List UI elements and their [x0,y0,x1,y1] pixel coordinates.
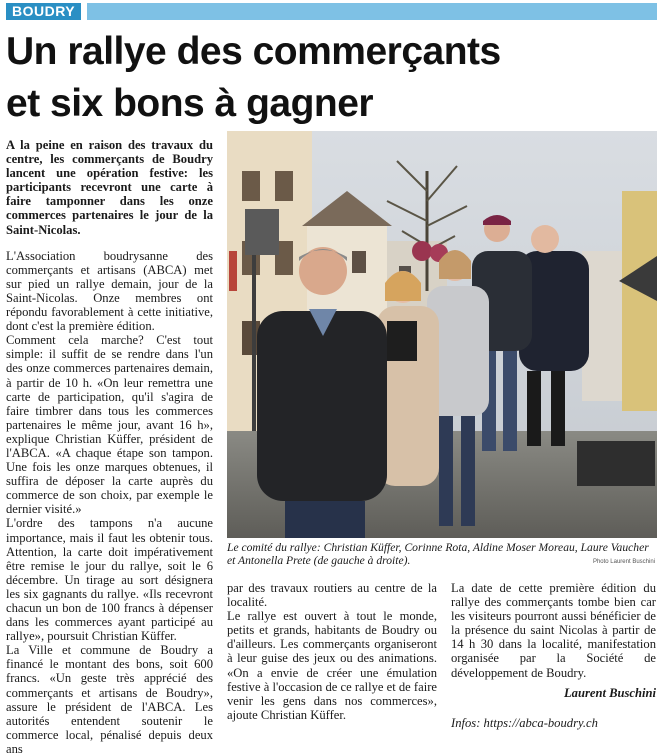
body-paragraph: La Ville et commune de Boudry a financé le montant des bons, soit 600 francs. «Un geste très apprécié des commerçants et artisans de Boudry», assure le président de l'ABCA. Les autorités entendent soutenir le commerce local, pénalisé depuis deux ans [6,643,213,756]
headline-line-2: et six bons à gagner [6,82,374,125]
column-2 [227,581,437,722]
infos-link[interactable]: Infos: https://abca-boudry.ch [451,715,598,730]
headline-line-1: Un rallye des commerçants [6,30,501,73]
column-3 [451,581,656,730]
photo-credit: Photo Laurent Buschini [592,559,655,565]
lead-paragraph: A la peine en raison des travaux du centre, les commerçants de Boudry lancent une opération festive: les participants recevront une carte à faire tamponner dans les onze commerces partenaires le jour de la Saint-Nicolas. [6,138,213,237]
photo-caption: Le comité du rallye: Christian Küffer, Corinne Rota, Aldine Moser Moreau, Laure Vaucher et Antonella Prete (de gauche à droite). [227,541,649,568]
body-paragraph: L'ordre des tampons n'a aucune importance, mais il faut les obtenir tous. Attention, la carte doit impérativement être remise le jour du rallye, soit le 6 décembre. Un tirage au sort désignera les six gagnants du rallye. «Ils recevront chacun un bon de 100 francs à dépenser dans les commerces ayant participé au rallye», poursuit Christian Küffer. [6,516,213,644]
headline [6,26,651,130]
author-byline: Laurent Buschini [563,685,656,700]
section-label: BOUDRY [6,3,81,20]
column-1 [6,138,213,756]
body-paragraph: L'Association boudrysanne des commerçants et artisans (ABCA) met sur pied un rallye demain, jour de la Saint-Nicolas. Onze membres ont répondu favorablement à cette initiative, dont c'est la première édition. [6,248,213,334]
body-paragraph: La date de cette première édition du rallye des commerçants tombe bien car les visiteurs pourront aussi bénéficier de la présence du saint Nicolas à partir de 14 h 30 dans la localité, manifestation organisée par la Société de développement de Boudry. [451,581,656,680]
body-paragraph: par des travaux routiers au centre de la localité. [227,581,437,610]
body-paragraph: Le rallye est ouvert à tout le monde, petits et grands, habitants de Boudry ou d'ailleurs. Les commerçants organiseront à leur guise des jeux ou des animations. «On a envie de créer une émulation festive à l'occasion de ce rallye et de faire venir les gens dans nos commerces», ajoute Christian Küffer. [227,609,437,722]
body-paragraph: Comment cela marche? C'est tout simple: il suffit de se rendre dans l'un des onze commerces partenaires demain, à partir de 10 h. «On leur remettra une carte de participation, qu'il s'agira de faire timbrer dans tous les commerces partenaires le même jour, avant 16 h», explique Christian Küffer, président de l'ABCA. «A chaque étape son tampon. Une fois les onze marques obtenues, il suffira de déposer la carte auprès du commerce de son choix, par exemple le dernier visité.» [6,333,213,517]
rubric-bar [87,3,657,20]
article-photo [227,131,657,538]
section-rubric [6,3,657,20]
photo-illustration [227,131,657,538]
